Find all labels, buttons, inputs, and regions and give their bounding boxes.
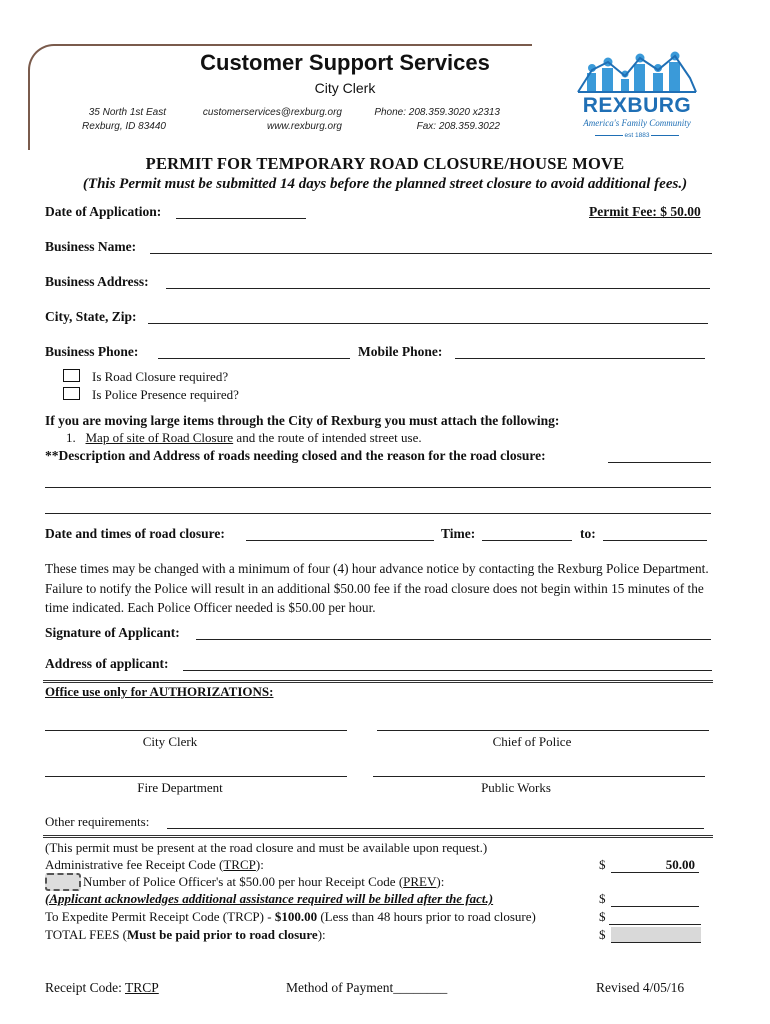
business-address-field[interactable] [166, 288, 710, 289]
expedite-fee-label: To Expedite Permit Receipt Code (TRCP) - $100.00 (Less than 48 hours prior to road closure) [45, 909, 536, 924]
mobile-phone-field[interactable] [455, 358, 705, 359]
org-subtitle: City Clerk [314, 80, 376, 96]
address-line1: 35 North 1st East [88, 107, 166, 118]
expedite-fee-dollar: $ [599, 909, 606, 924]
officers-count-field[interactable] [45, 873, 81, 891]
email[interactable]: customerservices@rexburg.org [202, 107, 342, 118]
business-name-label: Business Name: [45, 239, 137, 254]
permit-fee-label: Permit Fee: $ 50.00 [589, 204, 701, 219]
description-field-line2[interactable] [45, 487, 711, 488]
mobile-phone-label: Mobile Phone: [358, 344, 443, 359]
org-title: Customer Support Services [200, 50, 490, 75]
fire-department-signature-line[interactable] [45, 776, 347, 777]
admin-fee-label: Administrative fee Receipt Code (TRCP): [45, 857, 264, 872]
payment-method[interactable]: Method of Payment________ [286, 980, 448, 995]
time-from-field[interactable] [482, 540, 572, 541]
rexburg-logo [572, 48, 702, 144]
attach-item-number: 1. [66, 430, 76, 445]
total-fees-dollar: $ [599, 927, 606, 942]
city-state-zip-label: City, State, Zip: [45, 309, 137, 324]
address-line2: Rexburg, ID 83440 [82, 121, 166, 132]
description-field-line3[interactable] [45, 513, 711, 514]
officers-fee-amount[interactable] [611, 891, 699, 907]
business-address-label: Business Address: [45, 274, 149, 289]
public-works-signature-line[interactable] [373, 776, 705, 777]
city-clerk-signature-line[interactable] [45, 730, 347, 731]
chief-police-signature-line[interactable] [377, 730, 709, 731]
chief-police-caption: Chief of Police [492, 734, 572, 749]
time-label: Time: [441, 526, 476, 541]
other-requirements-field[interactable] [167, 828, 704, 829]
closure-dates-label: Date and times of road closure: [45, 526, 225, 541]
date-application-label: Date of Application: [45, 204, 162, 219]
applicant-address-field[interactable] [183, 670, 712, 671]
receipt-code: Receipt Code: TRCP [45, 980, 159, 995]
phone: Phone: 208.359.3020 x2313 [374, 107, 500, 118]
officers-fee-dollar: $ [599, 891, 606, 906]
description-field-line1[interactable] [608, 462, 711, 463]
total-fees-amount[interactable] [611, 927, 701, 943]
logo-wordmark: REXBURG [582, 94, 692, 117]
phone-block [360, 106, 500, 134]
police-presence-question: Is Police Presence required? [92, 387, 239, 402]
officers-fee-label: Number of Police Officer's at $50.00 per hour Receipt Code (PREV): [83, 874, 445, 889]
email-block [186, 106, 342, 134]
logo-tagline: America's Family Community [583, 118, 691, 128]
fire-department-caption: Fire Department [137, 780, 223, 795]
map-link[interactable]: Map of site of Road Closure [85, 430, 234, 445]
admin-fee-dollar: $ [599, 857, 606, 872]
business-phone-label: Business Phone: [45, 344, 139, 359]
form-title: PERMIT FOR TEMPORARY ROAD CLOSURE/HOUSE MOVE [145, 154, 625, 173]
officers-billing-note: (Applicant acknowledges additional assistance required will be billed after the fact.) [45, 891, 494, 906]
attach-item [66, 430, 422, 446]
form-subtitle: (This Permit must be submitted 14 days before the planned street closure to avoid additional fees.) [82, 176, 688, 192]
officers-fee-code: PREV [403, 874, 437, 889]
city-clerk-caption: City Clerk [142, 734, 198, 749]
public-works-caption: Public Works [481, 780, 551, 795]
logo-est: est 1883 [572, 132, 702, 139]
section-divider [43, 680, 713, 683]
total-fees-label: TOTAL FEES (Must be paid prior to road closure): [45, 927, 326, 942]
road-closure-question: Is Road Closure required? [92, 369, 229, 384]
business-phone-field[interactable] [158, 358, 350, 359]
applicant-address-label: Address of applicant: [45, 656, 169, 671]
police-presence-checkbox[interactable] [63, 387, 80, 400]
city-state-zip-field[interactable] [148, 323, 708, 324]
road-closure-checkbox[interactable] [63, 369, 80, 382]
revision-date: Revised 4/05/16 [596, 980, 685, 995]
signature-label: Signature of Applicant: [45, 625, 180, 640]
time-to-label: to: [580, 526, 596, 541]
admin-fee-code: TRCP [223, 857, 256, 872]
notice-paragraph: These times may be changed with a minimum of four (4) hour advance notice by contacting the Rexburg Police Department. Failure to notify the Police will result in an additional $50.00 fee if the road closure does not begin within 15 minutes of the time indicated. Each Police Officer needed is $50.00 per hour. [45, 561, 709, 615]
receipt-code-value: TRCP [125, 980, 159, 995]
office-use-label: Office use only for AUTHORIZATIONS: [45, 684, 274, 699]
website[interactable]: www.rexburg.org [266, 121, 342, 132]
other-requirements-label: Other requirements: [45, 814, 150, 829]
business-name-field[interactable] [150, 253, 712, 254]
expedite-fee-amount[interactable] [609, 909, 701, 925]
fax: Fax: 208.359.3022 [416, 121, 500, 132]
attach-heading: If you are moving large items through the City of Rexburg you must attach the following: [45, 413, 560, 428]
attach-item-text: and the route of intended street use. [233, 430, 422, 445]
closure-dates-field[interactable] [246, 540, 434, 541]
time-to-field[interactable] [603, 540, 707, 541]
must-present-note: (This permit must be present at the road closure and must be available upon request.) [45, 840, 488, 855]
address-block [80, 106, 166, 134]
description-label: **Description and Address of roads needing closed and the reason for the road closure: [45, 448, 546, 463]
fees-divider [43, 835, 713, 838]
signature-field[interactable] [196, 639, 711, 640]
date-application-field[interactable] [176, 218, 306, 219]
admin-fee-amount: 50.00 [611, 857, 699, 873]
